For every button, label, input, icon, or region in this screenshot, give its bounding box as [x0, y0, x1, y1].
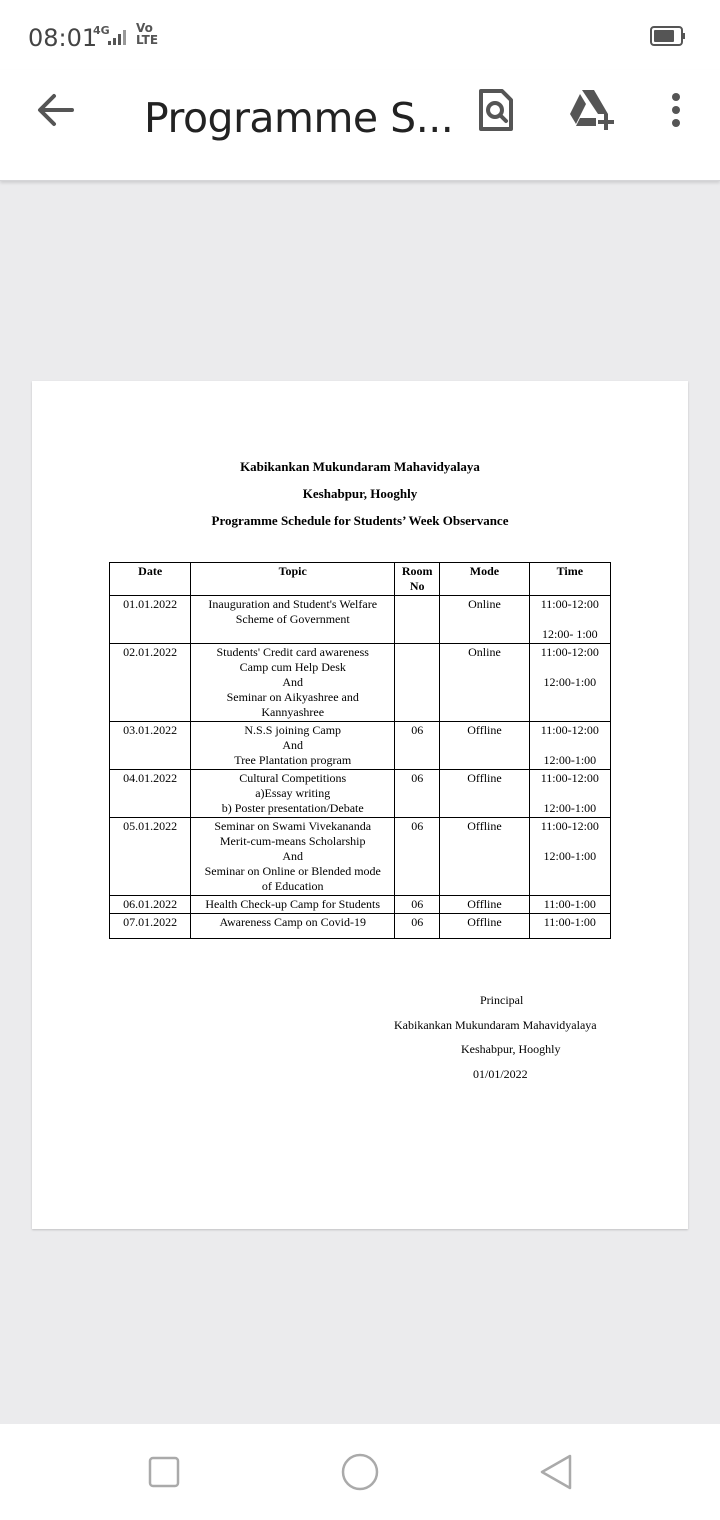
- cell-mode: Offline: [440, 770, 529, 818]
- header-date: Date: [110, 563, 191, 596]
- cell-mode: Online: [440, 644, 529, 722]
- cell-mode: Offline: [440, 896, 529, 914]
- schedule-table: [109, 562, 611, 939]
- cell-date: 01.01.2022: [110, 596, 191, 644]
- signature-principal: Principal: [480, 993, 524, 1007]
- clock: 08:01: [28, 24, 98, 52]
- cell-topic: Seminar on Swami Vivekananda Merit-cum-means Scholarship And Seminar on Online or Blended mode of Education: [191, 818, 395, 896]
- cell-mode: Offline: [440, 818, 529, 896]
- cell-date: 06.01.2022: [110, 896, 191, 914]
- cell-topic: Students' Credit card awareness Camp cum Help Desk And Seminar on Aikyashree and Kannyashree: [191, 644, 395, 722]
- cell-date: 03.01.2022: [110, 722, 191, 770]
- more-vert-icon[interactable]: [666, 92, 686, 128]
- cell-time: 11:00-12:00 12:00- 1:00: [529, 596, 610, 644]
- signal-icon: [108, 30, 126, 46]
- cell-topic: Awareness Camp on Covid-19: [191, 914, 395, 939]
- cell-date: 04.01.2022: [110, 770, 191, 818]
- cell-time: 11:00-12:00 12:00-1:00: [529, 722, 610, 770]
- status-bar: [0, 0, 720, 70]
- table-row: [110, 596, 611, 644]
- battery-icon: [650, 26, 686, 46]
- document-page: [32, 381, 688, 1229]
- table-header-row: [110, 563, 611, 596]
- table-row: [110, 896, 611, 914]
- cell-mode: Offline: [440, 722, 529, 770]
- cell-topic: Health Check-up Camp for Students: [191, 896, 395, 914]
- header-mode: Mode: [440, 563, 529, 596]
- header-time: Time: [529, 563, 610, 596]
- cell-date: 07.01.2022: [110, 914, 191, 939]
- table-row: [110, 770, 611, 818]
- table-row: [110, 818, 611, 896]
- drive-add-icon[interactable]: [568, 88, 616, 130]
- cell-time: 11:00-12:00 12:00-1:00: [529, 818, 610, 896]
- cell-time: 11:00-1:00: [529, 896, 610, 914]
- signature-date: 01/01/2022: [473, 1067, 528, 1081]
- search-document-icon[interactable]: [478, 88, 514, 132]
- back-arrow-icon[interactable]: [34, 90, 78, 130]
- volte-indicator: Vo LTE: [136, 21, 159, 47]
- cell-room: 06: [395, 914, 440, 939]
- cell-room: 06: [395, 770, 440, 818]
- cell-room: 06: [395, 896, 440, 914]
- network-type: 4G: [93, 24, 110, 37]
- cell-date: 02.01.2022: [110, 644, 191, 722]
- cell-mode: Online: [440, 596, 529, 644]
- cell-topic: N.S.S joining Camp And Tree Plantation program: [191, 722, 395, 770]
- header-topic: Topic: [191, 563, 395, 596]
- cell-time: 11:00-12:00 12:00-1:00: [529, 770, 610, 818]
- cell-time: 11:00-12:00 12:00-1:00: [529, 644, 610, 722]
- cell-date: 05.01.2022: [110, 818, 191, 896]
- header-room: Room No: [395, 563, 440, 596]
- cell-topic: Cultural Competitions a)Essay writing b) Poster presentation/Debate: [191, 770, 395, 818]
- table-row: [110, 914, 611, 939]
- cell-mode: Offline: [440, 914, 529, 939]
- home-icon[interactable]: [341, 1453, 379, 1491]
- cell-room: 06: [395, 722, 440, 770]
- cell-room: 06: [395, 818, 440, 896]
- cell-room: [395, 644, 440, 722]
- cell-topic: Inauguration and Student's Welfare Scheme of Government: [191, 596, 395, 644]
- schedule-heading: Programme Schedule for Students’ Week Observance: [211, 513, 509, 528]
- recent-apps-icon[interactable]: [148, 1456, 180, 1488]
- signature-location: Keshabpur, Hooghly: [461, 1042, 561, 1056]
- back-triangle-icon[interactable]: [538, 1453, 574, 1491]
- document-title: Programme S...: [144, 94, 454, 142]
- cell-time: 11:00-1:00: [529, 914, 610, 939]
- signature-college: Kabikankan Mukundaram Mahavidyalaya: [394, 1018, 597, 1032]
- college-name-heading: Kabikankan Mukundaram Mahavidyalaya: [240, 459, 480, 474]
- table-row: [110, 644, 611, 722]
- cell-room: [395, 596, 440, 644]
- table-row: [110, 722, 611, 770]
- location-heading: Keshabpur, Hooghly: [302, 486, 418, 501]
